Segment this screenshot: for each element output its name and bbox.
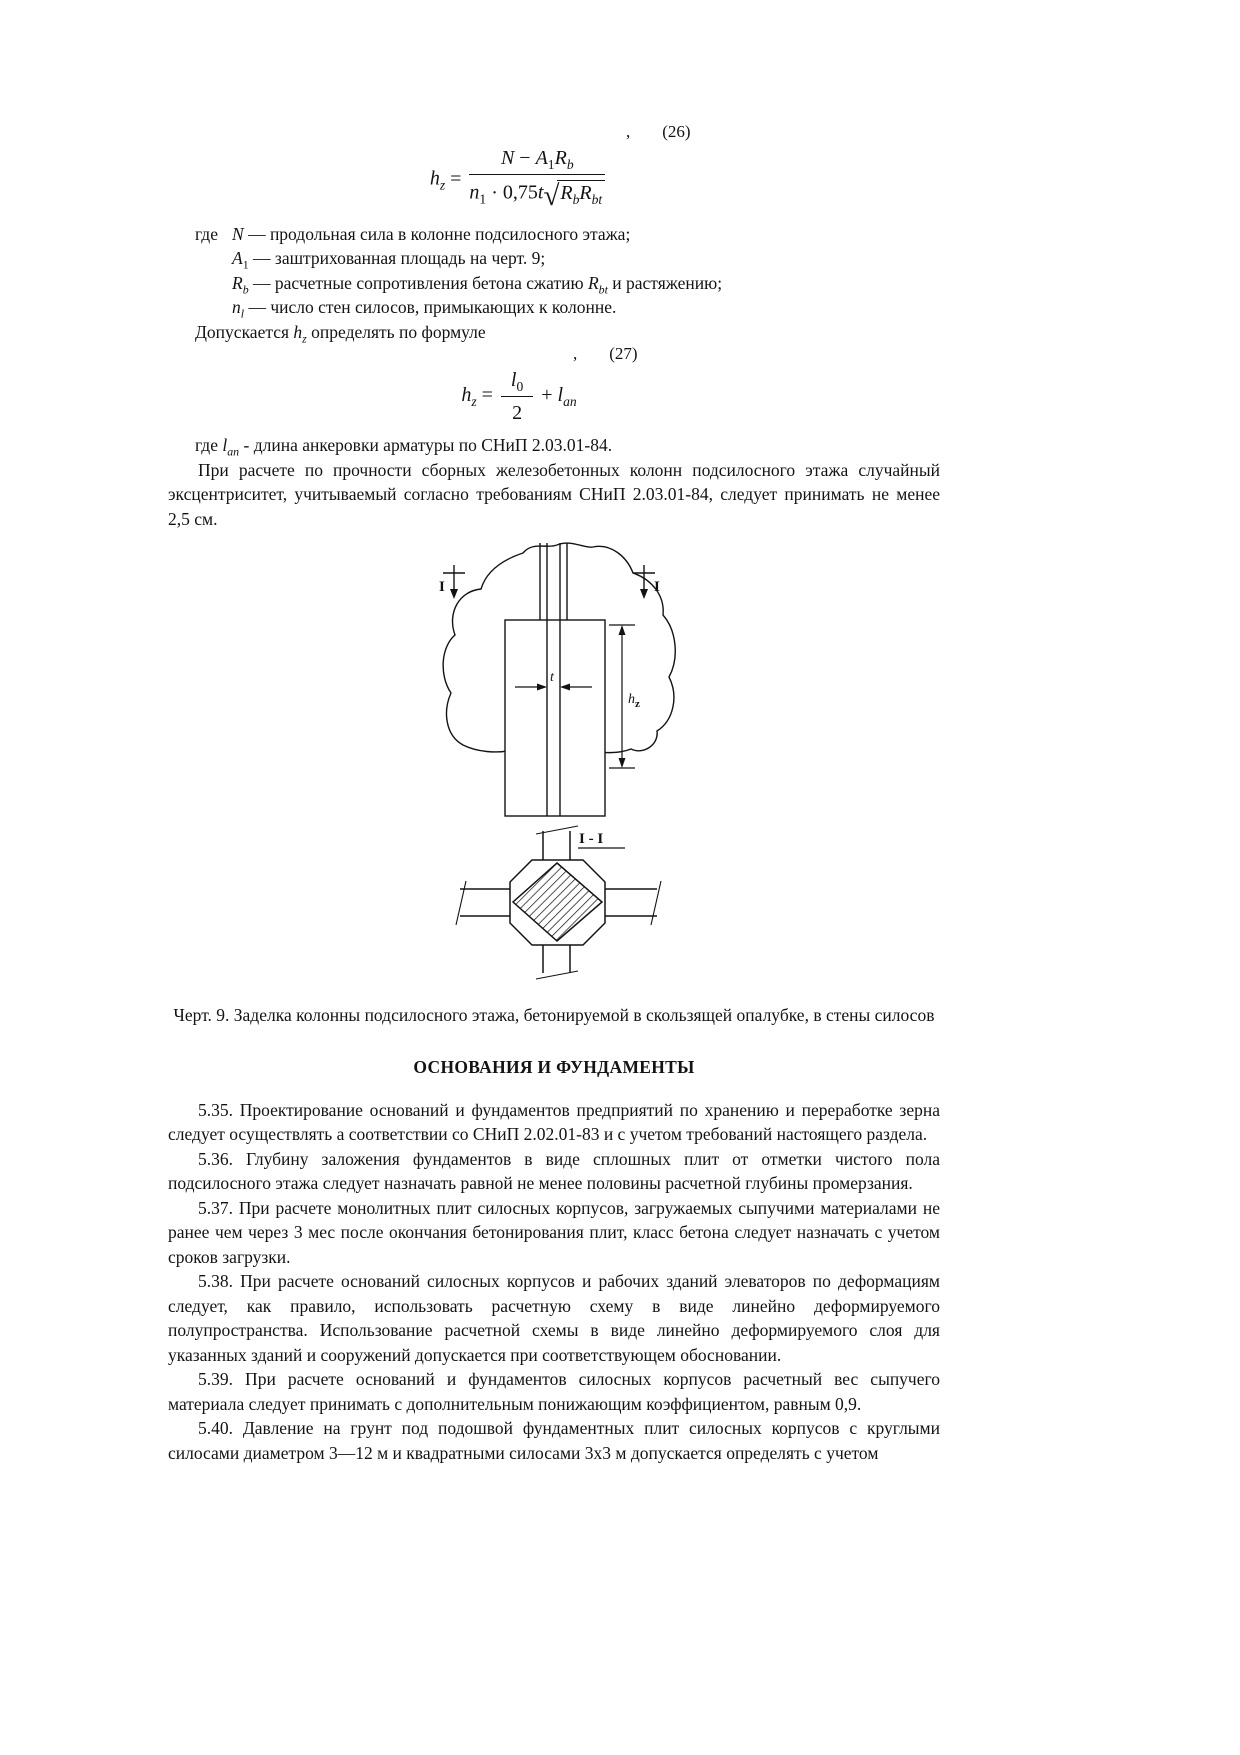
- eq26-dot: ·: [491, 181, 498, 204]
- where-line-27: [168, 433, 940, 458]
- eq27-lhs: h: [461, 384, 472, 407]
- break-mark-right: [651, 881, 661, 925]
- where-var-N: N: [232, 223, 244, 244]
- where-var-Rbt-sub: bt: [598, 282, 608, 297]
- where-text-R-2: и растяжению;: [607, 272, 723, 293]
- elevation-view: [443, 543, 675, 816]
- where-text-N: — продольная сила в колонне подсилосного этажа;: [243, 223, 631, 244]
- eq26-lhs-sub: z: [439, 177, 446, 193]
- section-heading: ОСНОВАНИЯ И ФУНДАМЕНТЫ: [413, 1057, 695, 1078]
- paragraph-5-39: 5.39. При расчете оснований и фундаментов силосных корпусов расчетный вес сыпучего материала следует принимать с дополнительным понижающим коэффициентом, равным 0,9.: [168, 1369, 940, 1414]
- eq26-numerator: [469, 146, 605, 175]
- eq27-var-lan: l: [557, 384, 564, 407]
- section-view-label: I - I: [579, 831, 604, 848]
- where-text-n: — число стен силосов, примыкающих к колонне.: [244, 297, 617, 318]
- column-body: [505, 620, 605, 816]
- paragraph-5-35: 5.35. Проектирование оснований и фундаментов предприятий по хранению и переработке зерна следует осуществлять а соответствии со СНиП 2.02.01-83 и с учетом требований настоящего раздела.: [168, 1099, 940, 1145]
- section-view: [456, 826, 661, 979]
- where-item-Rb: [168, 271, 940, 296]
- allow-text-1: Допускается: [195, 321, 294, 342]
- where-text-A: — заштрихованная площадь на черт. 9;: [248, 248, 546, 269]
- where-item-N: [168, 222, 940, 247]
- allow-var-h-sub: z: [302, 331, 307, 346]
- eq26-var-n: n: [469, 181, 480, 204]
- eq26-var-n-sub: 1: [479, 191, 487, 207]
- where27-var-l: l: [222, 435, 228, 456]
- eq26-var-A-sub: 1: [547, 157, 555, 172]
- eq26-var-Rbt: R: [579, 181, 592, 204]
- section-cut-marks: [443, 565, 655, 593]
- figure-9-caption: Черт. 9. Заделка колонны подсилосного этажа, бетонируемой в скользящей опалубке, в стены силосов: [173, 1004, 935, 1025]
- where-var-A-sub: 1: [242, 257, 249, 272]
- eq26-denominator: [469, 175, 605, 214]
- equation-27-number: (27): [609, 344, 638, 364]
- equation-27-number-line: [168, 344, 940, 364]
- eq26-minus: −: [519, 147, 531, 169]
- allow-text-2: определять по формуле: [306, 321, 486, 342]
- section-mark-label-left: I: [439, 579, 445, 596]
- where-list-26: [168, 222, 940, 320]
- where-text-R-1: — расчетные сопротивления бетона сжатию: [248, 272, 588, 293]
- eq27-equals: =: [481, 384, 493, 407]
- paragraph-5-36: 5.36. Глубину заложения фундаментов в виде сплошных плит от отметки чистого пола подсилосного этажа следует назначать равной не менее половины расчетной глубины промерзания.: [168, 1148, 940, 1194]
- break-mark-left: [456, 881, 466, 925]
- where-var-R-sub: b: [242, 282, 249, 297]
- section-mark-label-right: I: [654, 579, 660, 596]
- cut-arrowhead-left: [450, 589, 458, 599]
- eq27-var-l: l: [510, 369, 517, 392]
- foundations-paragraphs: [168, 1098, 940, 1466]
- equation-26-comma: ,: [626, 122, 631, 141]
- where27-var-l-sub: an: [227, 444, 240, 459]
- equation-26-block: [168, 122, 940, 214]
- eq27-fraction: [501, 368, 533, 425]
- eq27-plus: +: [541, 384, 553, 407]
- where27-lead: где: [195, 435, 223, 456]
- where-var-A: A: [232, 248, 243, 269]
- paragraph-eccentricity: При расчете по прочности сборных железобетонных колонн подсилосного этажа случайный эксцентриситет, учитываемый согласно требованиям СНиП 2.03.01-84, следует принимать не менее 2,5 см.: [168, 459, 940, 529]
- eq26-var-Rbt-sub: bt: [591, 191, 603, 207]
- where-var-n: n: [232, 297, 241, 318]
- break-mark-top: [536, 826, 578, 834]
- eq26-equals: =: [450, 167, 462, 190]
- where-var-n-sub: l: [240, 306, 245, 321]
- dimension-hz-label-h: h: [628, 692, 635, 708]
- equation-27-block: [168, 344, 940, 425]
- equation-27-comma: ,: [573, 344, 578, 364]
- eq26-coef: 0,75: [502, 181, 538, 204]
- eq26-var-R: R: [554, 147, 567, 169]
- eq27-den: 2: [512, 402, 523, 425]
- cut-arrowhead-right: [640, 589, 648, 599]
- eq27-lhs-sub: z: [471, 394, 477, 410]
- where27-text: - длина анкеровки арматуры по СНиП 2.03.01-84.: [239, 435, 613, 456]
- eq27-var-lan-sub: an: [563, 394, 577, 410]
- eq26-var-N: N: [500, 147, 515, 169]
- where-var-R: R: [232, 272, 243, 293]
- paragraph-5-40: 5.40. Давление на грунт под подошвой фундаментных плит силосных корпусов с круглыми силосами диаметром 3—12 м и квадратными силосами 3х3 м допускается определять с учетом: [168, 1418, 940, 1463]
- eq26-lhs: h: [429, 167, 440, 190]
- allow-line: [168, 320, 940, 345]
- equation-26-formula: [168, 146, 870, 214]
- equation-26-number-line: [168, 122, 940, 142]
- hatched-area: [513, 863, 602, 941]
- eq26-var-Rb-sub: b: [572, 191, 580, 207]
- where-item-A1: [168, 246, 940, 271]
- eq26-fraction: [469, 146, 605, 214]
- allow-var-h: h: [293, 321, 303, 342]
- eq26-var-R-sub: b: [566, 157, 574, 172]
- eq26-var-Rb: R: [560, 181, 573, 204]
- equation-26-number: (26): [662, 122, 691, 141]
- eq27-numerator: [501, 368, 533, 397]
- eq27-var-l-sub: 0: [516, 379, 524, 395]
- dimension-hz-label: [628, 692, 640, 710]
- where-item-nl: [168, 295, 940, 320]
- eq26-var-t: t: [537, 181, 544, 204]
- figure-9-drawing: [435, 535, 695, 982]
- paragraph-5-37: 5.37. При расчете монолитных плит силосных корпусов, загружаемых сыпучими материалами не ранее чем через 3 мес после окончания бетонирования плит, класс бетона следует назначать с учетом сроков загрузки.: [168, 1197, 940, 1267]
- dimension-hz-label-sub: z: [635, 698, 640, 711]
- where-lead: где: [195, 223, 218, 244]
- eq26-radical-sign: √: [543, 180, 560, 212]
- dimension-t-label: t: [550, 670, 554, 686]
- where-var-Rbt: R: [587, 272, 599, 293]
- eq26-radicand: [557, 180, 605, 207]
- equation-27-formula: [168, 368, 870, 425]
- eq26-var-A: A: [535, 147, 548, 169]
- figure-9: [190, 535, 940, 989]
- paragraph-5-38: 5.38. При расчете оснований силосных корпусов и рабочих зданий элеваторов по деформациям следует, как правило, использовать расчетную схему в виде линейно деформируемого полупространства. Использование расчетной схемы в виде линейно деформируемого слоя для указанных зданий и сооружений допускается при соответствующем обосновании.: [168, 1271, 940, 1365]
